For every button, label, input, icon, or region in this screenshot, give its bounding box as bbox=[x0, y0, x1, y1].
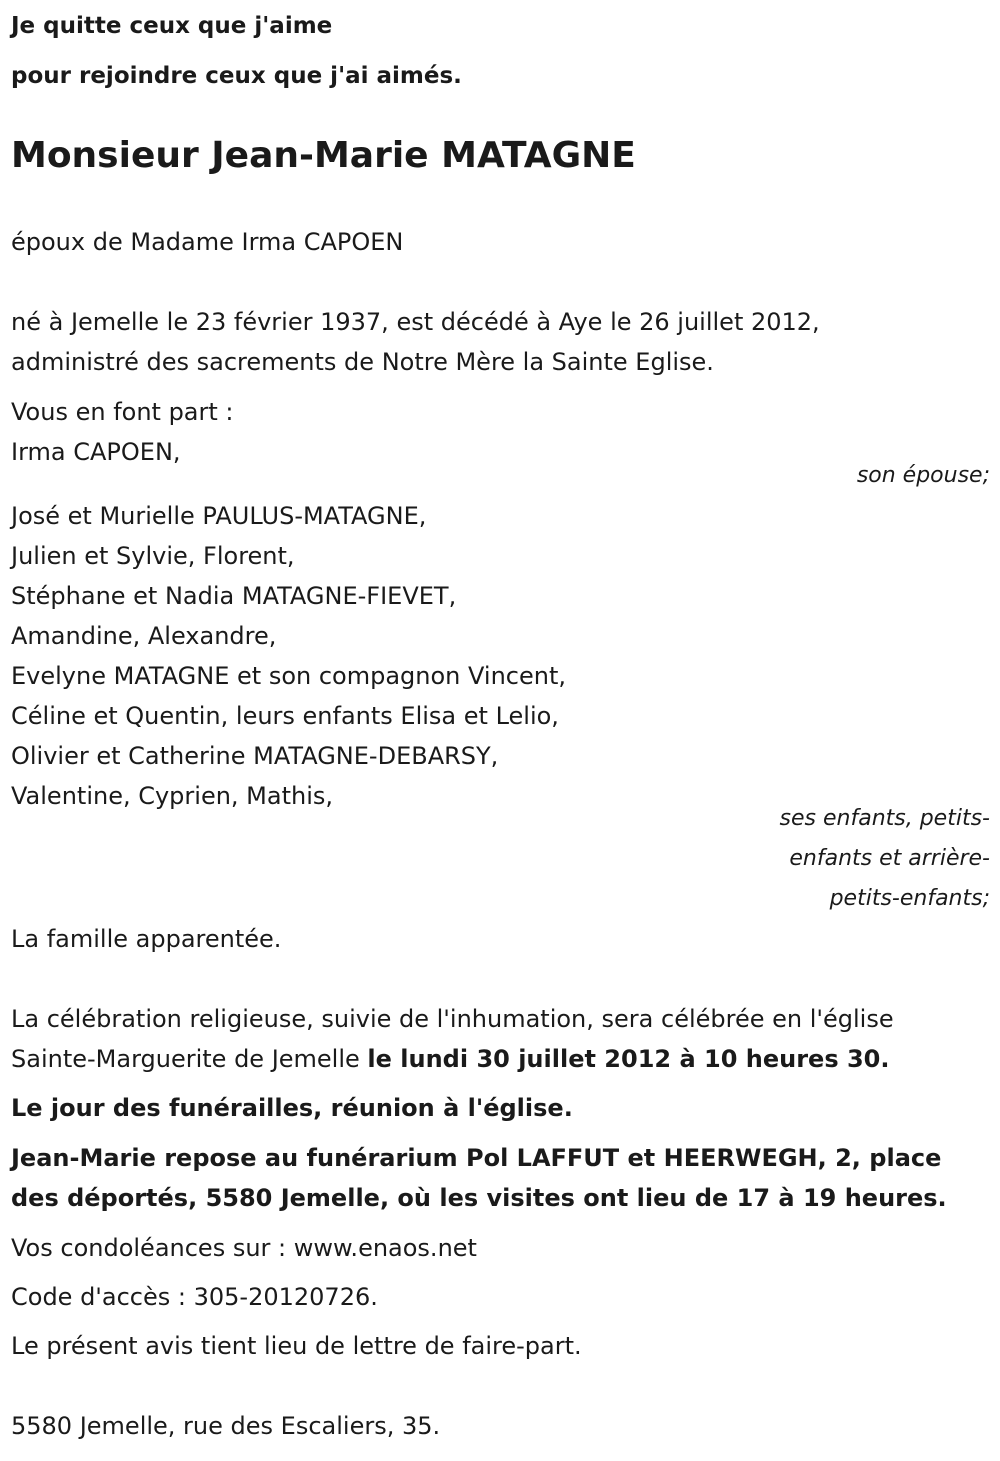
family-member: Valentine, Cyprien, Mathis, bbox=[11, 782, 334, 810]
family-member: Olivier et Catherine MATAGNE-DEBARSY, bbox=[11, 742, 499, 770]
ceremony-location: Sainte-Marguerite de Jemelle bbox=[11, 1045, 368, 1073]
condolences-website: Vos condoléances sur : www.enaos.net bbox=[11, 1234, 477, 1262]
deceased-name: Monsieur Jean-Marie MATAGNE bbox=[11, 135, 636, 176]
sacraments-line: administré des sacrements de Notre Mère la Sainte Eglise. bbox=[11, 348, 714, 376]
family-member: Stéphane et Nadia MATAGNE-FIEVET, bbox=[11, 582, 457, 610]
meeting-note: Le jour des funérailles, réunion à l'église. bbox=[11, 1094, 573, 1122]
family-member: Julien et Sylvie, Florent, bbox=[11, 542, 295, 570]
access-code: Code d'accès : 305-20120726. bbox=[11, 1283, 378, 1311]
family-role-line: ses enfants, petits- bbox=[779, 806, 990, 831]
funeral-home-line-1: Jean-Marie repose au funérarium Pol LAFFUT et HEERWEGH, 2, place bbox=[11, 1144, 942, 1172]
funeral-home-line-2: des déportés, 5580 Jemelle, où les visites ont lieu de 17 à 19 heures. bbox=[11, 1184, 947, 1212]
announcement-intro: Vous en font part : bbox=[11, 398, 234, 426]
family-role-line: enfants et arrière- bbox=[789, 846, 990, 871]
family-member: José et Murielle PAULUS-MATAGNE, bbox=[11, 502, 427, 530]
birth-death-line: né à Jemelle le 23 février 1937, est décédé à Aye le 26 juillet 2012, bbox=[11, 308, 820, 336]
notice-statement: Le présent avis tient lieu de lettre de faire-part. bbox=[11, 1332, 582, 1360]
spouse-role: son épouse; bbox=[856, 463, 990, 488]
extended-family: La famille apparentée. bbox=[11, 925, 282, 953]
family-role-line: petits-enfants; bbox=[829, 886, 990, 911]
ceremony-line-2 bbox=[11, 1044, 889, 1074]
epigraph-line-2: pour rejoindre ceux que j'ai aimés. bbox=[11, 63, 462, 89]
family-member: Amandine, Alexandre, bbox=[11, 622, 277, 650]
spouse-name: Irma CAPOEN, bbox=[11, 438, 181, 466]
epigraph-line-1: Je quitte ceux que j'aime bbox=[11, 13, 333, 39]
family-member: Evelyne MATAGNE et son compagnon Vincent, bbox=[11, 662, 566, 690]
family-member: Céline et Quentin, leurs enfants Elisa et Lelio, bbox=[11, 702, 559, 730]
spouse-line: époux de Madame Irma CAPOEN bbox=[11, 228, 404, 256]
family-address: 5580 Jemelle, rue des Escaliers, 35. bbox=[11, 1412, 441, 1440]
ceremony-line-1: La célébration religieuse, suivie de l'inhumation, sera célébrée en l'église bbox=[11, 1005, 894, 1033]
ceremony-date-time: le lundi 30 juillet 2012 à 10 heures 30. bbox=[367, 1045, 890, 1073]
